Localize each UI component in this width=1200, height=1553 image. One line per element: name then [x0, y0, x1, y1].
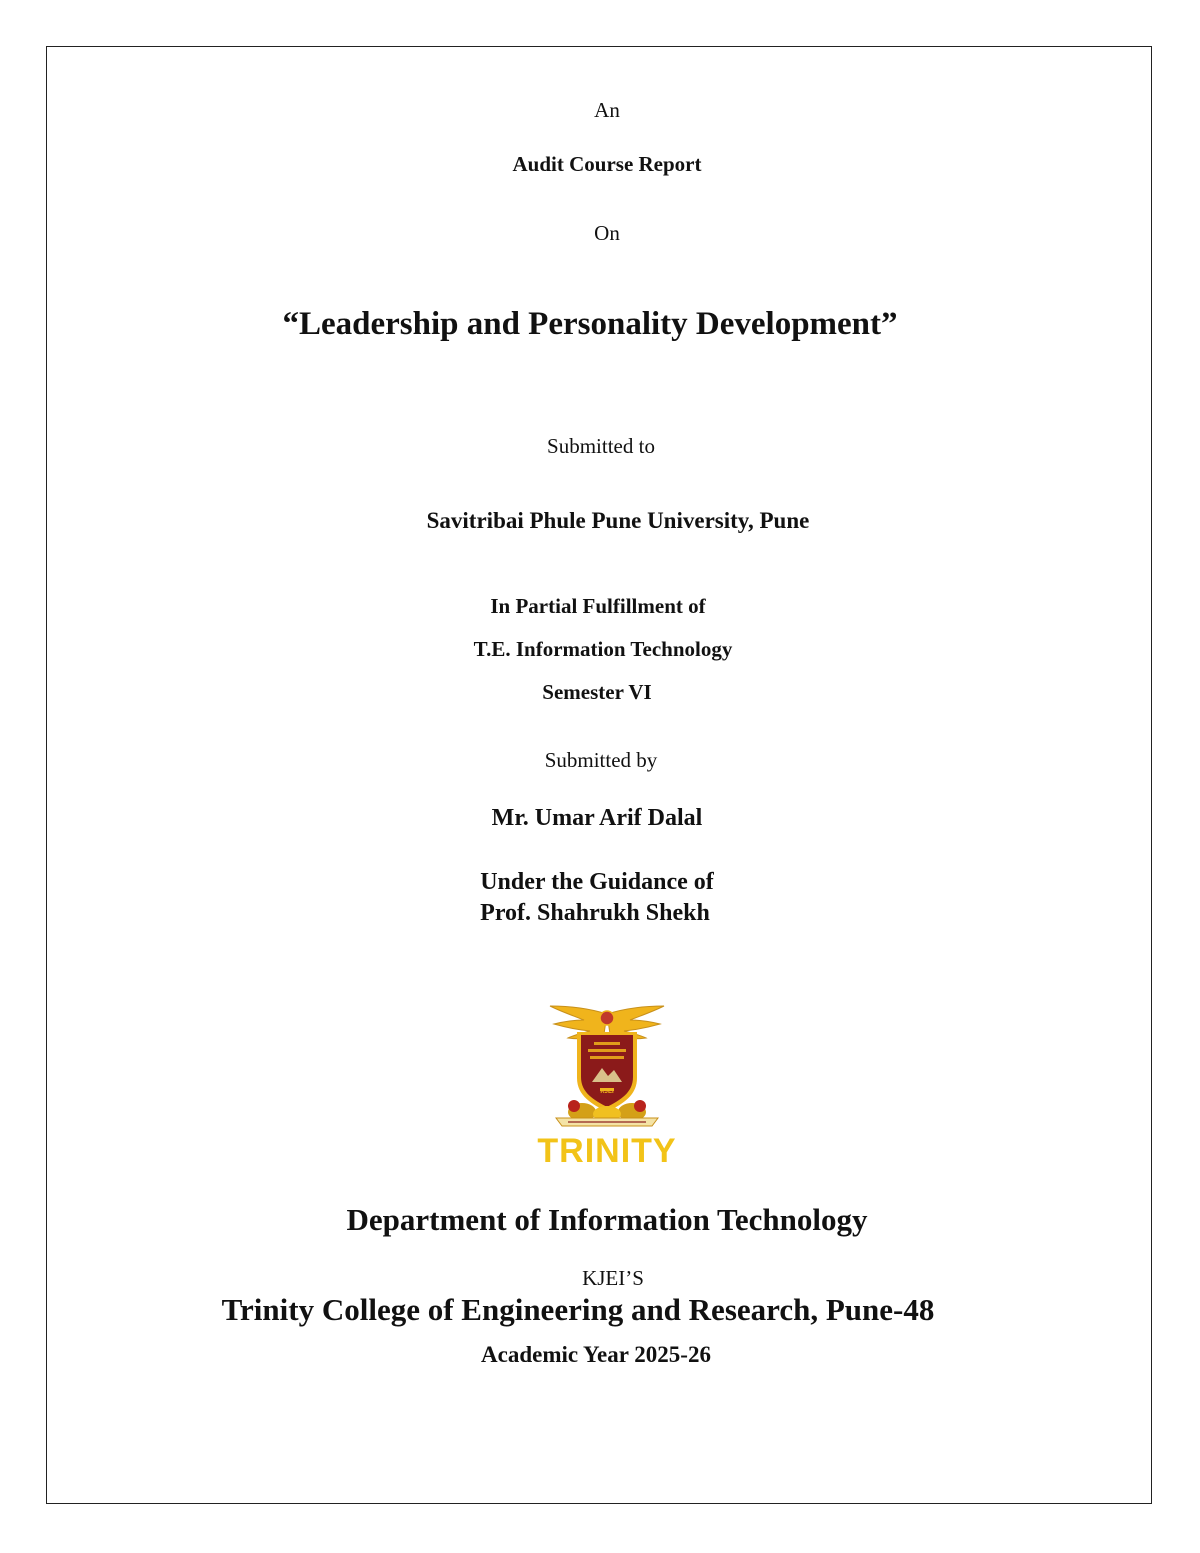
submitted-by-label: Submitted by: [544, 748, 658, 772]
trinity-crest-logo-icon: [522, 1000, 692, 1170]
trust-name: KJEI’S: [582, 1266, 644, 1290]
report-title: “Leadership and Personality Development”: [282, 306, 898, 342]
college-name: Trinity College of Engineering and Research, Pune-48: [221, 1292, 935, 1327]
report-type: Audit Course Report: [512, 152, 702, 176]
logo-wordmark: TRINITY: [537, 1132, 677, 1170]
student-name: Mr. Umar Arif Dalal: [491, 805, 703, 831]
report-on: On: [594, 221, 620, 245]
submitted-to-label: Submitted to: [547, 434, 655, 458]
guidance-label: Under the Guidance of: [480, 869, 714, 895]
university-name: Savitribai Phule Pune University, Pune: [426, 508, 810, 533]
semester: Semester VI: [542, 680, 652, 704]
guide-name: Prof. Shahrukh Shekh: [480, 900, 710, 926]
course-name: T.E. Information Technology: [473, 637, 733, 661]
fulfillment-label: In Partial Fulfillment of: [490, 594, 706, 618]
logo-subtext: KJEI: [600, 1089, 614, 1095]
department-name: Department of Information Technology: [346, 1202, 868, 1237]
academic-year: Academic Year 2025-26: [481, 1342, 711, 1367]
report-intro: An: [594, 98, 620, 122]
